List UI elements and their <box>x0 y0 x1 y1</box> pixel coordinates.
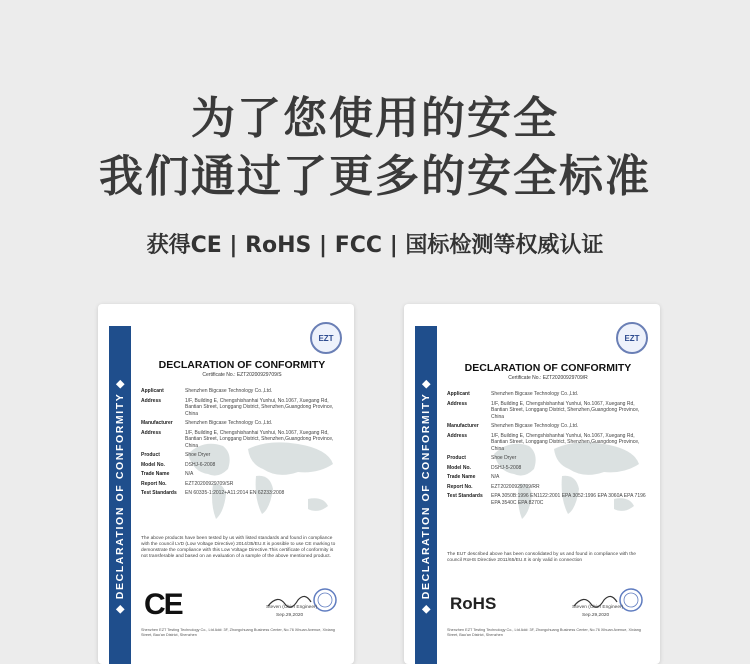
detail-row <box>141 481 341 488</box>
detail-row <box>447 455 647 462</box>
detail-row <box>141 471 341 478</box>
detail-row <box>447 465 647 472</box>
detail-label: Address <box>141 429 162 436</box>
detail-value: EN 60335-1:2012+A11:2014 EN 62233:2008 <box>185 490 285 496</box>
headline-line-1: 为了您使用的安全 <box>191 93 559 144</box>
detail-label: Manufacturer <box>447 423 479 429</box>
signer-name: Steven (Chief Engineer) <box>266 605 318 610</box>
detail-value: N/A <box>185 471 194 477</box>
detail-label: Report No. <box>447 483 473 490</box>
side-band <box>415 326 437 664</box>
detail-row <box>141 452 341 459</box>
ezt-seal-icon: EZT <box>310 322 342 354</box>
detail-label: Report No. <box>141 480 167 487</box>
detail-label: Applicant <box>141 388 164 394</box>
detail-value: Shoe Dryer <box>491 455 517 461</box>
detail-value: 1/F, Building E, Chengshishanhai Yunhui, No.1067, Xuegang Rd, Bantian Street, Longgang District, Shenzhen,Guangdong Province, China <box>185 429 334 449</box>
certificate-number: Certificate No.: EZT2020092970​9/R <box>508 375 588 381</box>
detail-value: EZT2020092970​9/SR <box>185 480 234 487</box>
detail-value: EPA 3050B:1996 EN1122:2001 EPA 3052:1996 EPA 3060A EPA 7196 EPA 3540C EPA 8270C <box>491 493 646 506</box>
issuer-footer: Shenzhen EZT Testing Technology Co., Ltd Add: 3F, Zhongchuang Business Center, No.76 Xihuan Avenue, Xixiang Street, Bao'an District, Shenzhen <box>141 628 335 637</box>
detail-label: Test Standards <box>447 493 483 499</box>
detail-label: Product <box>447 455 466 461</box>
detail-row <box>141 430 341 450</box>
detail-row <box>447 391 647 398</box>
headline-line-2: 我们通过了更多的安全标准 <box>99 151 651 202</box>
side-band <box>109 326 131 664</box>
detail-value: Shenzhen Bigcase Technology Co.,Ltd. <box>185 388 273 394</box>
certification-subtitle: 获得CE | RoHS | FCC | 国标检测等权威认证 <box>146 233 604 258</box>
detail-value: Shoe Dryer <box>185 452 211 458</box>
detail-value: N/A <box>491 474 500 480</box>
certificate-title: DECLARATION OF CONFORMITY <box>158 359 326 371</box>
signature-date: Sep.29,2020 <box>582 613 610 618</box>
detail-value: DSHJ-5-2008 <box>491 464 522 471</box>
detail-value: EZT2020092970​9/RR <box>491 483 540 490</box>
certificate-title: DECLARATION OF CONFORMITY <box>464 362 632 374</box>
issuer-footer: Shenzhen EZT Testing Technology Co., Ltd Add: 3F, Zhongchuang Business Center, No.76 Xihuan Avenue, Xixiang Street, Bao'an District, Shenzhen <box>447 628 641 637</box>
detail-row <box>447 433 647 453</box>
detail-label: Address <box>447 400 468 407</box>
detail-label: Address <box>447 432 468 439</box>
detail-value: 1/F, Building E, Chengshishanhai Yunhui, No.1067, Xuegang Rd, Bantian Street, Longgang District, Shenzhen,Guangdong Province, China <box>491 400 640 420</box>
compliance-statement: The above products have been tested by us with listed standards and found in compliance with the council LVD (Low Voltage Directive) 2014/35/EU.It is possible to use CE marking to demonstrate the compliance with this Low Voltage Directive.This certificate of conformity is not transferable and based on an evaluation of a sample of the above mentioned product. <box>141 536 336 559</box>
detail-value: DSHJ-6-2008 <box>185 461 216 468</box>
detail-label: Model No. <box>141 461 165 468</box>
compliance-statement: The EUT described above has been consolidated by us and found in compliance with the council RoHS Directive 2011/65/EU.It is only valid in connection <box>447 552 636 563</box>
certificate-details <box>447 391 647 509</box>
detail-label: Model No. <box>447 464 471 471</box>
ezt-seal-icon: EZT <box>616 322 648 354</box>
detail-value: 1/F, Building E, Chengshishanhai Yunhui, No.1067, Xuegang Rd, Bantian Street, Longgang District, Shenzhen,Guangdong Province, China <box>491 432 640 452</box>
detail-label: Manufacturer <box>141 420 173 426</box>
side-band-text: ◆ DECLARATION OF CONFORMITY ◆ <box>420 378 432 614</box>
detail-row <box>141 388 341 395</box>
detail-label: Product <box>141 452 160 458</box>
certificate-details <box>141 388 341 500</box>
detail-value: Shenzhen Bigcase Technology Co.,Ltd. <box>491 391 579 397</box>
detail-row <box>447 401 647 421</box>
detail-value: 1/F, Building E, Chengshishanhai Yunhui, No.1067, Xuegang Rd, Bantian Street, Longgang District, Shenzhen,Guangdong Province, China <box>185 397 334 417</box>
detail-row <box>141 398 341 418</box>
detail-row <box>447 484 647 491</box>
side-band-text: ◆ DECLARATION OF CONFORMITY ◆ <box>114 378 126 614</box>
detail-row <box>141 462 341 469</box>
detail-label: Trade Name <box>447 474 476 480</box>
signer-name: Steven (Chief Engineer) <box>572 605 624 610</box>
ce-mark-logo: CE <box>144 588 182 621</box>
detail-row <box>447 423 647 430</box>
signature-date: Sep.29,2020 <box>276 613 304 618</box>
detail-row <box>447 474 647 481</box>
detail-value: Shenzhen Bigcase Technology Co.,Ltd. <box>185 420 273 426</box>
certificate-number: Certificate No.: EZT2020092970​9/S <box>202 372 282 378</box>
detail-row <box>447 493 647 506</box>
detail-label: Address <box>141 397 162 404</box>
detail-value: Shenzhen Bigcase Technology Co.,Ltd. <box>491 423 579 429</box>
detail-row <box>141 420 341 427</box>
ce-certificate <box>98 304 354 664</box>
detail-row <box>141 490 341 497</box>
rohs-mark-logo: RoHS <box>450 594 497 613</box>
detail-label: Applicant <box>447 391 470 397</box>
detail-label: Trade Name <box>141 471 170 477</box>
rohs-certificate <box>404 304 660 664</box>
detail-label: Test Standards <box>141 490 177 496</box>
